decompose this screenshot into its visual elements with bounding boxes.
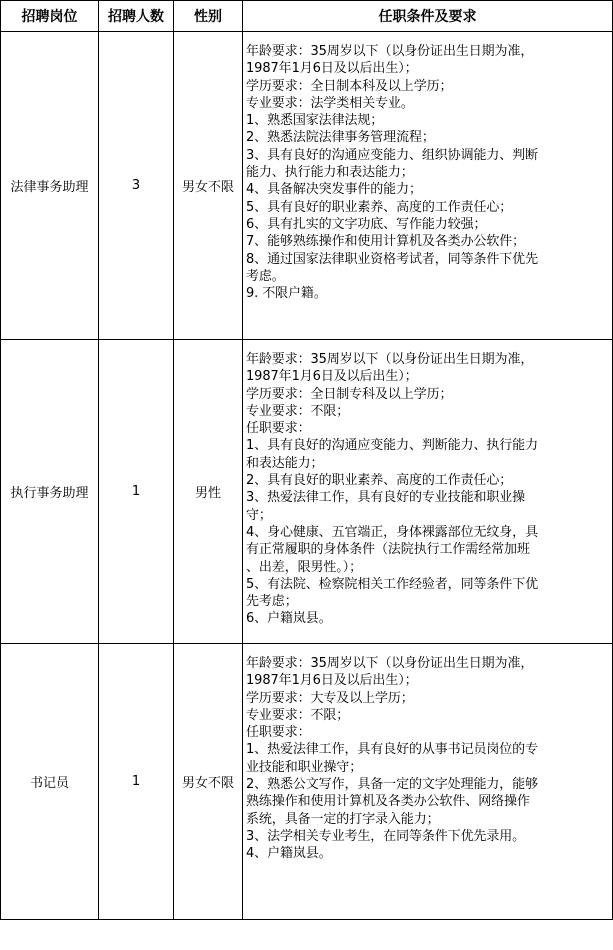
requirements-cell bbox=[243, 340, 613, 644]
requirement-line: 5、具有良好的职业素养、高度的工作责任心； bbox=[246, 199, 513, 215]
header-count: 招聘人数 bbox=[99, 1, 174, 32]
requirement-line: 4、身心健康、五官端正，身体裸露部位无纹身，具 bbox=[246, 524, 538, 540]
requirements-cell bbox=[243, 644, 613, 920]
requirement-line: 2、熟悉法院法律事务管理流程； bbox=[246, 130, 435, 146]
requirement-line: 3、热爱法律工作，具有良好的专业技能和职业操 bbox=[246, 490, 526, 506]
requirement-line: 学历要求：全日制本科及以上学历； bbox=[246, 78, 453, 94]
requirements-cell bbox=[243, 32, 613, 340]
requirement-line: 有正常履职的身体条件（法院执行工作需经常加班 bbox=[246, 542, 530, 558]
position-cell: 执行事务助理 bbox=[1, 340, 99, 644]
requirement-line: 4、户籍岚县。 bbox=[246, 846, 332, 862]
header-row bbox=[1, 1, 613, 32]
requirement-line: 4、具备解决突发事件的能力； bbox=[246, 182, 422, 198]
gender-cell: 男性 bbox=[174, 340, 243, 644]
requirement-line: 1987年1月6日及以后出生）； bbox=[246, 61, 418, 77]
requirement-line: 年龄要求：35周岁以下（以身份证出生日期为准， bbox=[246, 352, 534, 367]
header-gender: 性别 bbox=[174, 1, 243, 32]
requirement-line: 2、熟悉公文写作，具备一定的文字处理能力，能够 bbox=[246, 777, 538, 793]
requirement-line: 1、热爱法律工作，具有良好的从事书记员岗位的专 bbox=[246, 742, 538, 758]
requirement-line: 9. 不限户籍。 bbox=[246, 286, 327, 302]
position-cell: 法律事务助理 bbox=[1, 32, 99, 340]
gender-cell: 男女不限 bbox=[174, 32, 243, 340]
header-requirements: 任职条件及要求 bbox=[243, 1, 613, 32]
table-row-enforcement-assistant bbox=[1, 340, 613, 644]
requirement-line: 1、具有良好的沟通应变能力、判断能力、执行能力 bbox=[246, 438, 538, 454]
requirement-line: 学历要求：大专及以上学历； bbox=[246, 690, 414, 706]
requirement-line: 系统，具备一定的打字录入能力； bbox=[246, 811, 440, 827]
requirement-line: 考虑。 bbox=[246, 268, 285, 284]
requirement-line: 年龄要求：35周岁以下（以身份证出生日期为准， bbox=[246, 656, 534, 671]
count-cell: 1 bbox=[99, 340, 174, 644]
requirement-line: 专业要求：法学类相关专业。 bbox=[246, 95, 414, 111]
requirement-line: 专业要求：不限； bbox=[246, 403, 350, 419]
requirement-line: 业技能和职业操守； bbox=[246, 759, 363, 775]
requirement-line: 6、具有扎实的文字功底、写作能力较强； bbox=[246, 216, 487, 232]
position-cell: 书记员 bbox=[1, 644, 99, 920]
requirement-line: 任职要求： bbox=[246, 725, 311, 741]
requirement-line: 守； bbox=[246, 507, 272, 523]
requirement-line: 先考虑； bbox=[246, 594, 298, 610]
count-cell: 3 bbox=[99, 32, 174, 340]
requirement-line: 能力、执行能力和表达能力； bbox=[246, 165, 414, 181]
requirement-line: 学历要求：全日制专科及以上学历； bbox=[246, 386, 453, 402]
requirement-line: 3、法学相关专业考生，在同等条件下优先录用。 bbox=[246, 828, 526, 844]
requirement-line: 年龄要求：35周岁以下（以身份证出生日期为准， bbox=[246, 44, 534, 59]
requirement-line: 5、有法院、检察院相关工作经验者，同等条件下优 bbox=[246, 576, 538, 592]
gender-cell: 男女不限 bbox=[174, 644, 243, 920]
requirement-line: 2、具有良好的职业素养、高度的工作责任心； bbox=[246, 473, 513, 489]
count-cell: 1 bbox=[99, 644, 174, 920]
requirement-line: 6、户籍岚县。 bbox=[246, 611, 332, 627]
requirement-line: 任职要求： bbox=[246, 421, 311, 437]
requirement-line: 、出差，限男性。）； bbox=[246, 559, 363, 575]
requirement-line: 3、具有良好的沟通应变能力、组织协调能力、判断 bbox=[246, 147, 538, 163]
header-position: 招聘岗位 bbox=[1, 1, 99, 32]
requirement-line: 熟练操作和使用计算机及各类办公软件、网络操作 bbox=[246, 794, 530, 810]
requirement-line: 1987年1月6日及以后出生）； bbox=[246, 673, 418, 689]
requirement-line: 专业要求：不限； bbox=[246, 707, 350, 723]
requirement-line: 7、能够熟练操作和使用计算机及各类办公软件； bbox=[246, 234, 526, 250]
requirement-line: 8、通过国家法律职业资格考试者，同等条件下优先 bbox=[246, 251, 538, 267]
table-row-legal-affairs-assistant bbox=[1, 32, 613, 340]
requirement-line: 1987年1月6日及以后出生）； bbox=[246, 369, 418, 385]
requirement-line: 1、熟悉国家法律法规； bbox=[246, 113, 384, 129]
table-row-court-clerk bbox=[1, 644, 613, 920]
requirement-line: 和表达能力； bbox=[246, 455, 324, 471]
